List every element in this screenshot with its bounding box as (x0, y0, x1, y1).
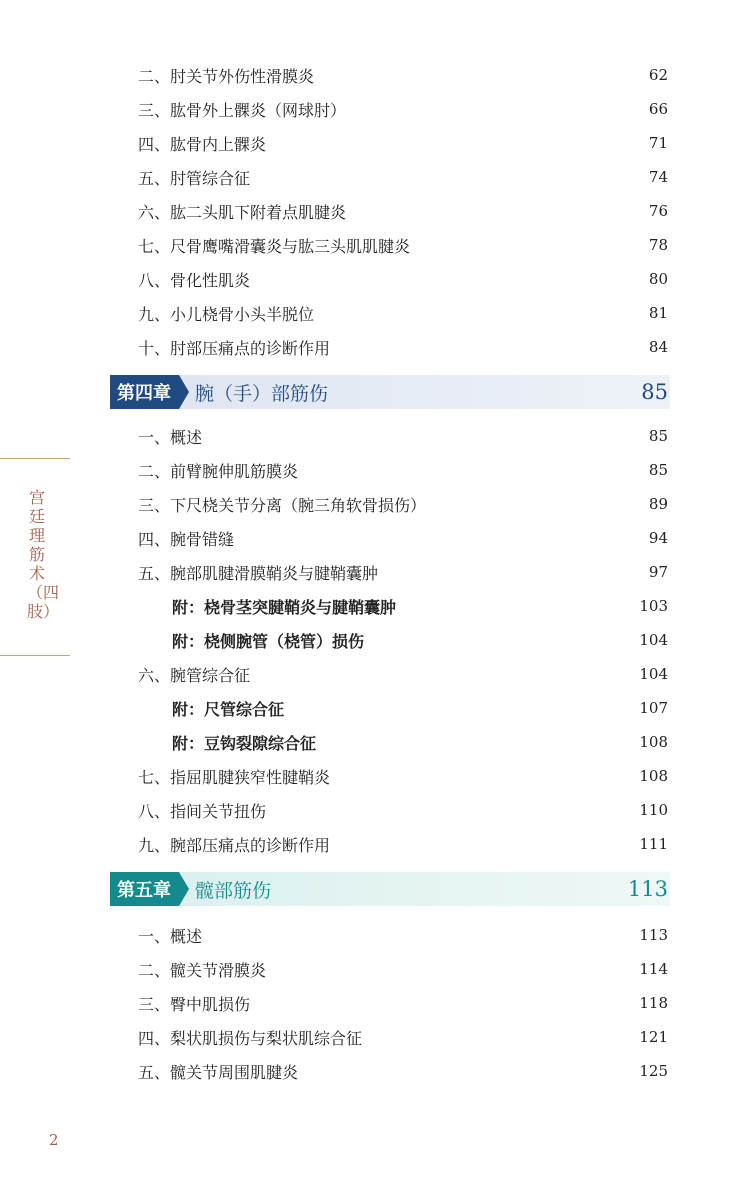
book-title-vertical: 宫廷理筋术（四肢） (27, 488, 60, 621)
entry-page: 85 (648, 461, 668, 479)
dot-leader (368, 1026, 633, 1048)
toc-entry[interactable] (138, 924, 668, 946)
entry-page: 110 (639, 801, 668, 819)
toc-entry[interactable] (138, 302, 668, 324)
entry-page: 81 (648, 304, 668, 322)
chapter-page: 85 (641, 380, 668, 404)
entry-title: 八、骨化性肌炎 (138, 270, 251, 290)
chapter-heading-5[interactable] (110, 872, 670, 906)
entry-title: 附：桡骨茎突腱鞘炎与腱鞘囊肿 (172, 597, 397, 617)
entry-page: 97 (648, 563, 668, 581)
dot-leader (370, 629, 633, 651)
dot-leader (402, 595, 633, 617)
dot-leader (336, 765, 633, 787)
toc-entry[interactable] (138, 663, 668, 685)
entry-title: 二、肘关节外伤性滑膜炎 (138, 66, 315, 86)
entry-page: 108 (639, 767, 668, 785)
chapter-badge: 第四章 (110, 375, 179, 409)
entry-page: 111 (639, 835, 668, 853)
toc-subentry[interactable] (172, 629, 668, 651)
toc-entry[interactable] (138, 799, 668, 821)
dot-leader (256, 663, 633, 685)
chapter-heading-4[interactable] (110, 375, 670, 409)
entry-page: 66 (648, 100, 668, 118)
toc-entry[interactable] (138, 268, 668, 290)
entry-page: 108 (639, 733, 668, 751)
entry-title: 四、肱骨内上髁炎 (138, 134, 267, 154)
dot-leader (322, 731, 633, 753)
toc-entry[interactable] (138, 561, 668, 583)
entry-title: 三、下尺桡关节分离（腕三角软骨损伤） (138, 495, 427, 515)
dot-leader (272, 799, 633, 821)
dot-leader (256, 992, 633, 1014)
dot-leader (240, 527, 636, 549)
toc-entry[interactable] (138, 765, 668, 787)
entry-page: 114 (639, 960, 668, 978)
toc-entry[interactable] (138, 833, 668, 855)
entry-title: 九、小儿桡骨小头半脱位 (138, 304, 315, 324)
toc-subentry[interactable] (172, 595, 668, 617)
entry-title: 四、梨状肌损伤与梨状肌综合征 (138, 1028, 363, 1048)
dot-leader (320, 302, 636, 324)
dot-leader (272, 958, 633, 980)
toc-subentry[interactable] (172, 731, 668, 753)
entry-page: 76 (648, 202, 668, 220)
toc-entry[interactable] (138, 1060, 668, 1082)
entry-page: 113 (639, 926, 668, 944)
dot-leader (330, 375, 639, 409)
toc-entry[interactable] (138, 234, 668, 256)
dot-leader (256, 166, 636, 188)
toc-entry[interactable] (138, 425, 668, 447)
entry-title: 附：桡侧腕管（桡管）损伤 (172, 631, 365, 651)
entry-title: 三、肱骨外上髁炎（网球肘） (138, 100, 347, 120)
dot-leader (273, 872, 626, 906)
entry-title: 七、尺骨鹰嘴滑囊炎与肱三头肌肌腱炎 (138, 236, 411, 256)
toc-entry[interactable] (138, 958, 668, 980)
toc-entry[interactable] (138, 166, 668, 188)
entry-page: 85 (648, 427, 668, 445)
entry-page: 84 (648, 338, 668, 356)
entry-title: 九、腕部压痛点的诊断作用 (138, 835, 331, 855)
entry-page: 80 (648, 270, 668, 288)
dot-leader (432, 493, 636, 515)
entry-page: 62 (648, 66, 668, 84)
toc-entry[interactable] (138, 98, 668, 120)
entry-page: 94 (648, 529, 668, 547)
dot-leader (208, 924, 633, 946)
dot-leader (290, 697, 633, 719)
entry-title: 五、髋关节周围肌腱炎 (138, 1062, 299, 1082)
entry-title: 三、臀中肌损伤 (138, 994, 251, 1014)
entry-page: 125 (639, 1062, 668, 1080)
chapter-band (179, 872, 670, 906)
dot-leader (208, 425, 636, 447)
entry-page: 89 (648, 495, 668, 513)
toc-entry[interactable] (138, 132, 668, 154)
entry-title: 二、前臂腕伸肌筋膜炎 (138, 461, 299, 481)
dot-leader (320, 64, 636, 86)
dot-leader (336, 833, 633, 855)
toc-entry[interactable] (138, 493, 668, 515)
entry-title: 七、指屈肌腱狭窄性腱鞘炎 (138, 767, 331, 787)
entry-page: 103 (639, 597, 668, 615)
chapter-title: 髋部筋伤 (195, 879, 272, 902)
toc-entry[interactable] (138, 992, 668, 1014)
dot-leader (416, 234, 636, 256)
entry-title: 二、髋关节滑膜炎 (138, 960, 267, 980)
dot-leader (352, 98, 636, 120)
entry-title: 附：尺管综合征 (172, 699, 285, 719)
dot-leader (384, 561, 636, 583)
chapter-band (179, 375, 670, 409)
entry-page: 78 (648, 236, 668, 254)
toc-entry[interactable] (138, 336, 668, 358)
entry-title: 八、指间关节扭伤 (138, 801, 267, 821)
toc-entry[interactable] (138, 1026, 668, 1048)
entry-title: 一、概述 (138, 427, 203, 447)
entry-title: 五、腕部肌腱滑膜鞘炎与腱鞘囊肿 (138, 563, 379, 583)
toc-subentry[interactable] (172, 697, 668, 719)
toc-entry[interactable] (138, 459, 668, 481)
entry-page: 71 (648, 134, 668, 152)
dot-leader (272, 132, 636, 154)
entry-page: 118 (639, 994, 668, 1012)
entry-page: 104 (639, 631, 668, 649)
chapter-title: 腕（手）部筋伤 (195, 382, 329, 405)
dot-leader (304, 459, 636, 481)
entry-title: 六、肱二头肌下附着点肌腱炎 (138, 202, 347, 222)
toc-entry[interactable] (138, 527, 668, 549)
dot-leader (336, 336, 636, 358)
dot-leader (304, 1060, 633, 1082)
chapter-page: 113 (627, 877, 668, 901)
entry-title: 六、腕管综合征 (138, 665, 251, 685)
entry-page: 104 (639, 665, 668, 683)
dot-leader (256, 268, 636, 290)
entry-title: 五、肘管综合征 (138, 168, 251, 188)
chapter-badge: 第五章 (110, 872, 179, 906)
entry-title: 十、肘部压痛点的诊断作用 (138, 338, 331, 358)
dot-leader (352, 200, 636, 222)
entry-page: 121 (639, 1028, 668, 1046)
entry-page: 107 (639, 699, 668, 717)
toc-entry[interactable] (138, 200, 668, 222)
toc-entry[interactable] (138, 64, 668, 86)
entry-title: 一、概述 (138, 926, 203, 946)
page-number: 2 (49, 1131, 59, 1149)
entry-title: 四、腕骨错缝 (138, 529, 235, 549)
entry-title: 附：豆钩裂隙综合征 (172, 733, 317, 753)
entry-page: 74 (648, 168, 668, 186)
